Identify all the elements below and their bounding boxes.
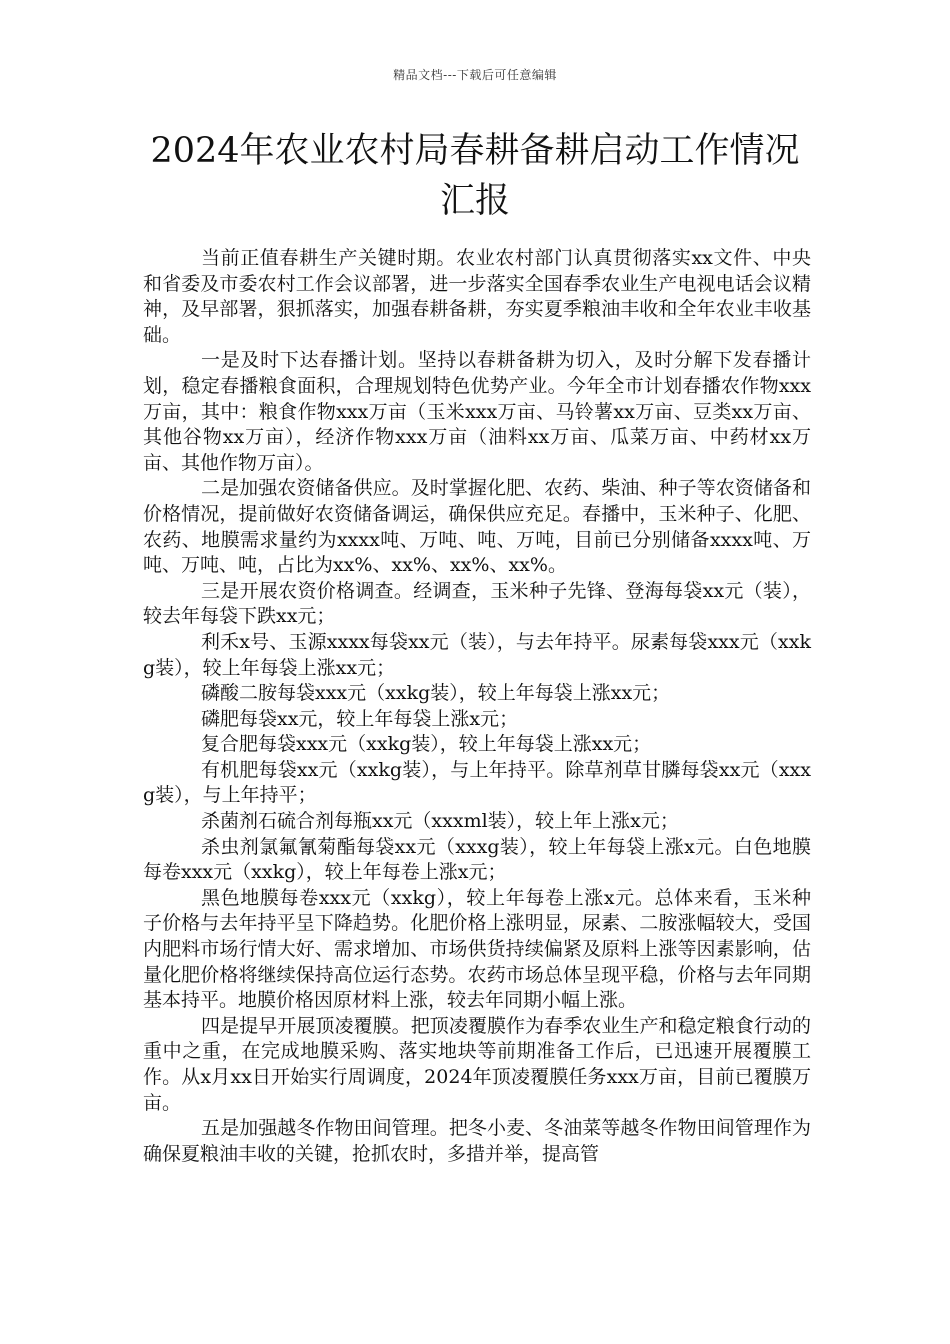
header-note: 精品文档---下载后可任意编辑 <box>393 68 557 82</box>
paragraph-supply-reserve: 二是加强农资储备供应。及时掌握化肥、农药、柴油、种子等农资储备和价格情况，提前做好农资储备调运，确保供应充足。春播中，玉米种子、化肥、农药、地膜需求量约为xxxx吨、万吨、吨、万吨，目前已分别储备xxxx吨、万吨、万吨、吨，占比为xx%、xx%、xx%、xx%。 <box>143 477 811 577</box>
paragraph-price-survey: 三是开展农资价格调查。经调查，玉米种子先锋、登海每袋xx元（装），较去年每袋下跌xx元； <box>143 579 811 628</box>
paragraph-price-item: 杀菌剂石硫合剂每瓶xx元（xxxml装），较上年上涨x元； <box>201 810 679 833</box>
document-body <box>143 246 811 1167</box>
document-title <box>130 126 820 226</box>
paragraph-price-item: 复合肥每袋xxx元（xxkg装），较上年每袋上涨xx元； <box>201 733 652 756</box>
paragraph-price-item: 利禾x号、玉源xxxx每袋xx元（装），与去年持平。尿素每袋xxx元（xxkg装），较上年每袋上涨xx元； <box>143 630 811 679</box>
title-line-2: 汇报 <box>439 181 510 221</box>
paragraph-spring-plan: 一是及时下达春播计划。坚持以春耕备耕为切入，及时分解下发春播计划，稳定春播粮食面积，合理规划特色优势产业。今年全市计划春播农作物xxx万亩，其中：粮食作物xxx万亩（玉米xxx万亩、马铃薯xx万亩、豆类xx万亩、其他谷物xx万亩），经济作物xxx万亩（油料xx万亩、瓜菜万亩、中药材xx万亩、其他作物万亩）。 <box>143 349 811 474</box>
paragraph-intro: 当前正值春耕生产关键时期。农业农村部门认真贯彻落实xx文件、中央和省委及市委农村工作会议部署，进一步落实全国春季农业生产电视电话会议精神，及早部署，狠抓落实，加强春耕备耕，夯实夏季粮油丰收和全年农业丰收基础。 <box>143 247 811 346</box>
paragraph-film-mulching: 四是提早开展顶凌覆膜。把顶凌覆膜作为春季农业生产和稳定粮食行动的重中之重，在完成地膜采购、落实地块等前期准备工作后，已迅速开展覆膜工作。从x月xx日开始实行周调度，2024年顶凌覆膜任务xxx万亩，目前已覆膜万亩。 <box>143 1014 811 1114</box>
paragraph-price-item: 有机肥每袋xx元（xxkg装），与上年持平。除草剂草甘膦每袋xx元（xxxg装），与上年持平； <box>143 758 811 807</box>
title-line-1: 2024年农业农村局春耕备耕启动工作情况 <box>150 131 800 171</box>
paragraph-price-summary: 黑色地膜每卷xxx元（xxkg），较上年每卷上涨x元。总体来看，玉米种子价格与去年持平呈下降趋势。化肥价格上涨明显，尿素、二胺涨幅较大，受国内肥料市场行情大好、需求增加、市场供货持续偏紧及原料上涨等因素影响，估量化肥价格将继续保持高位运行态势。农药市场总体呈现平稳，价格与去年同期基本持平。地膜价格因原材料上涨，较去年同期小幅上涨。 <box>143 886 811 1012</box>
paragraph-winter-crops: 五是加强越冬作物田间管理。把冬小麦、冬油菜等越冬作物田间管理作为确保夏粮油丰收的关键，抢抓农时，多措并举，提高管 <box>143 1117 811 1165</box>
paragraph-price-item: 磷肥每袋xx元，较上年每袋上涨x元； <box>201 707 519 730</box>
paragraph-price-item: 杀虫剂氯氟氰菊酯每袋xx元（xxxg装），较上年每袋上涨x元。白色地膜每卷xxx元（xxkg），较上年每卷上涨x元； <box>143 835 811 884</box>
paragraph-price-item: 磷酸二胺每袋xxx元（xxkg装），较上年每袋上涨xx元； <box>201 682 671 705</box>
